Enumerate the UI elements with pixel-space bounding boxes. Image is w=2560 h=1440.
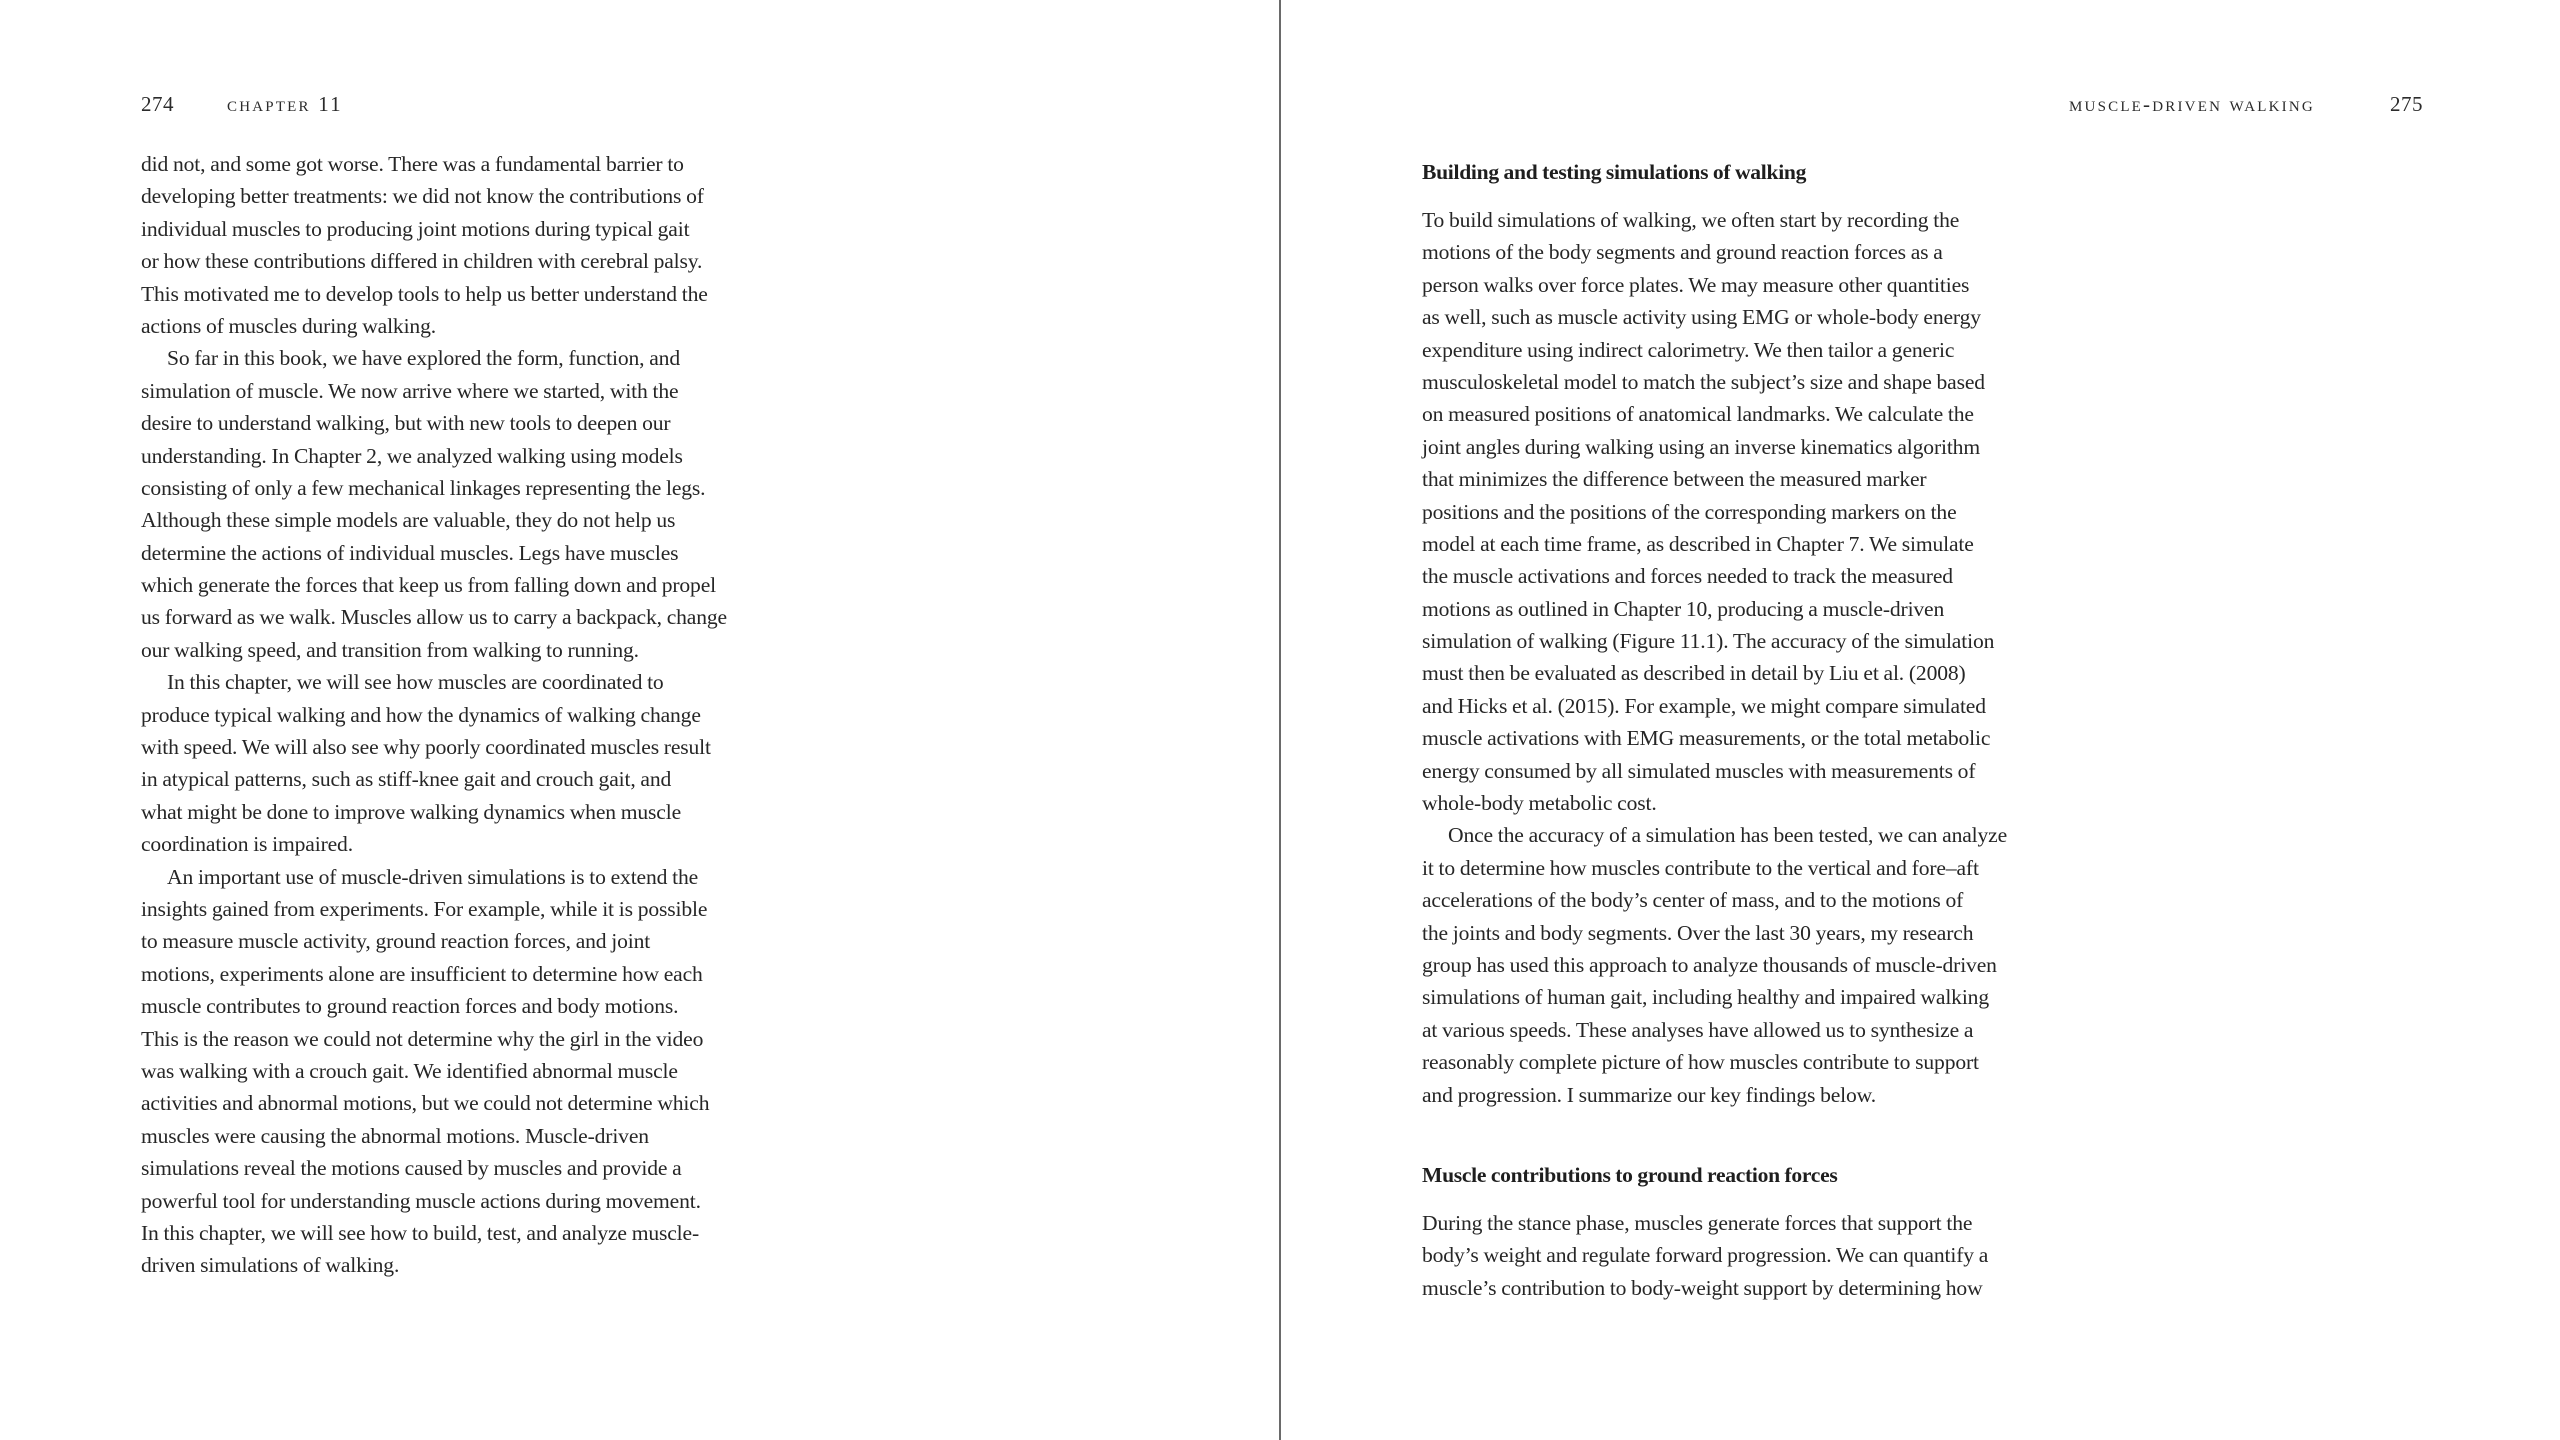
text-line: insights gained from experiments. For example, while it is possible: [141, 896, 708, 921]
text-line: reasonably complete picture of how muscles contribute to support: [1422, 1050, 1979, 1075]
text-line: in atypical patterns, such as stiff-knee gait and crouch gait, and: [141, 767, 672, 792]
paragraph: [141, 861, 801, 1282]
text-line: energy consumed by all simulated muscles with measurements of: [1422, 758, 1976, 783]
text-line: muscle’s contribution to body-weight support by determining how: [1422, 1275, 1983, 1300]
text-line: To build simulations of walking, we often start by recording the: [1422, 208, 1960, 232]
text-line: produce typical walking and how the dynamics of walking change: [141, 702, 701, 727]
text-line: or how these contributions differed in children with cerebral palsy.: [141, 249, 703, 274]
text-line: to measure muscle activity, ground reaction forces, and joint: [141, 929, 651, 954]
text-line: determine the actions of individual muscles. Legs have muscles: [141, 540, 679, 565]
text-line: must then be evaluated as described in detail by Liu et al. (2008): [1422, 661, 1966, 686]
text-line: on measured positions of anatomical landmarks. We calculate the: [1422, 402, 1974, 427]
text-line: whole-body metabolic cost.: [1422, 791, 1657, 816]
section-heading: Building and testing simulations of walking: [1422, 160, 1807, 184]
text-line: So far in this book, we have explored the form, function, and: [167, 346, 680, 371]
text-line: expenditure using indirect calorimetry. We then tailor a generic: [1422, 337, 1955, 362]
text-line: and progression. I summarize our key findings below.: [1422, 1082, 1876, 1107]
text-line: understanding. In Chapter 2, we analyzed walking using models: [141, 443, 683, 468]
text-line: was walking with a crouch gait. We identified abnormal muscle: [141, 1058, 678, 1083]
text-line: that minimizes the difference between the measured marker: [1422, 467, 1927, 492]
text-line: This motivated me to develop tools to help us better understand the: [141, 281, 708, 306]
right-body-text: [1422, 156, 2082, 1304]
paragraph: [1422, 1207, 2082, 1304]
text-line: powerful tool for understanding muscle actions during movement.: [141, 1188, 701, 1213]
text-line: the muscle activations and forces needed to track the measured: [1422, 564, 1953, 589]
text-line: In this chapter, we will see how muscles are coordinated to: [167, 670, 664, 695]
text-line: model at each time frame, as described in Chapter 7. We simulate: [1422, 531, 1974, 556]
text-line: us forward as we walk. Muscles allow us to carry a backpack, change: [141, 605, 727, 630]
text-line: In this chapter, we will see how to build, test, and analyze muscle-: [141, 1220, 700, 1245]
paragraph: [1422, 204, 2082, 819]
text-line: positions and the positions of the corresponding markers on the: [1422, 499, 1957, 524]
text-line: individual muscles to producing joint motions during typical gait: [141, 216, 690, 241]
text-line: muscle activations with EMG measurements, or the total metabolic: [1422, 726, 1991, 751]
text-line: as well, such as muscle activity using EMG or whole-body energy: [1422, 305, 1981, 330]
text-line: person walks over force plates. We may measure other quantities: [1422, 272, 1970, 297]
text-line: motions, experiments alone are insufficient to determine how each: [141, 961, 703, 986]
text-line: This is the reason we could not determine why the girl in the video: [141, 1026, 704, 1051]
text-line: Although these simple models are valuable, they do not help us: [141, 508, 676, 533]
text-line: musculoskeletal model to match the subject’s size and shape based: [1422, 369, 1985, 394]
text-line: did not, and some got worse. There was a fundamental barrier to: [141, 152, 684, 176]
text-line: During the stance phase, muscles generate forces that support the: [1422, 1210, 1973, 1235]
text-line: motions of the body segments and ground reaction forces as a: [1422, 240, 1943, 265]
left-body-text: [141, 148, 801, 1282]
text-line: it to determine how muscles contribute to the vertical and fore–aft: [1422, 855, 1979, 880]
text-line: body’s weight and regulate forward progression. We can quantify a: [1422, 1243, 1989, 1268]
text-line: simulation of walking (Figure 11.1). The accuracy of the simulation: [1422, 629, 1995, 654]
text-line: Once the accuracy of a simulation has been tested, we can analyze: [1448, 823, 2008, 848]
text-line: the joints and body segments. Over the last 30 years, my research: [1422, 920, 1974, 945]
text-line: group has used this approach to analyze thousands of muscle-driven: [1422, 952, 1997, 977]
paragraph: [141, 342, 801, 666]
text-line: actions of muscles during walking.: [141, 313, 436, 338]
page-number: 274: [141, 92, 174, 116]
left-page: [0, 0, 1279, 1440]
spacer: [1422, 188, 2082, 204]
paragraph: [141, 666, 801, 860]
right-page: [1281, 0, 2560, 1440]
text-line: simulations reveal the motions caused by muscles and provide a: [141, 1156, 682, 1181]
text-line: muscles were causing the abnormal motions. Muscle-driven: [141, 1123, 649, 1148]
text-line: what might be done to improve walking dynamics when muscle: [141, 799, 682, 824]
text-line: and Hicks et al. (2015). For example, we might compare simulated: [1422, 693, 1986, 718]
text-line: accelerations of the body’s center of mass, and to the motions of: [1422, 888, 1964, 913]
spacer: [1422, 1111, 2082, 1159]
page-number: 275: [2390, 92, 2423, 116]
text-line: coordination is impaired.: [141, 832, 353, 857]
text-line: driven simulations of walking.: [141, 1253, 400, 1278]
text-line: which generate the forces that keep us from falling down and propel: [141, 573, 716, 598]
text-line: motions as outlined in Chapter 10, producing a muscle-driven: [1422, 596, 1945, 621]
text-line: consisting of only a few mechanical linkages representing the legs.: [141, 475, 706, 500]
text-line: simulations of human gait, including healthy and impaired walking: [1422, 985, 1989, 1010]
text-line: desire to understand walking, but with new tools to deepen our: [141, 411, 671, 436]
text-line: with speed. We will also see why poorly coordinated muscles result: [141, 735, 711, 760]
paragraph: [141, 148, 801, 342]
text-line: at various speeds. These analyses have allowed us to synthesize a: [1422, 1017, 1974, 1042]
section-heading: Muscle contributions to ground reaction forces: [1422, 1162, 1838, 1187]
text-line: An important use of muscle-driven simulations is to extend the: [167, 864, 699, 889]
chapter-label: chapter 11: [227, 92, 343, 116]
text-line: simulation of muscle. We now arrive where we started, with the: [141, 378, 679, 403]
spacer: [1422, 1191, 2082, 1207]
paragraph: [1422, 819, 2082, 1111]
text-line: our walking speed, and transition from walking to running.: [141, 637, 639, 662]
text-line: muscle contributes to ground reaction forces and body motions.: [141, 994, 679, 1019]
text-line: activities and abnormal motions, but we could not determine which: [141, 1091, 710, 1116]
text-line: joint angles during walking using an inverse kinematics algorithm: [1422, 434, 1980, 459]
chapter-title-label: muscle-driven walking: [2069, 92, 2315, 116]
text-line: developing better treatments: we did not know the contributions of: [141, 184, 704, 209]
